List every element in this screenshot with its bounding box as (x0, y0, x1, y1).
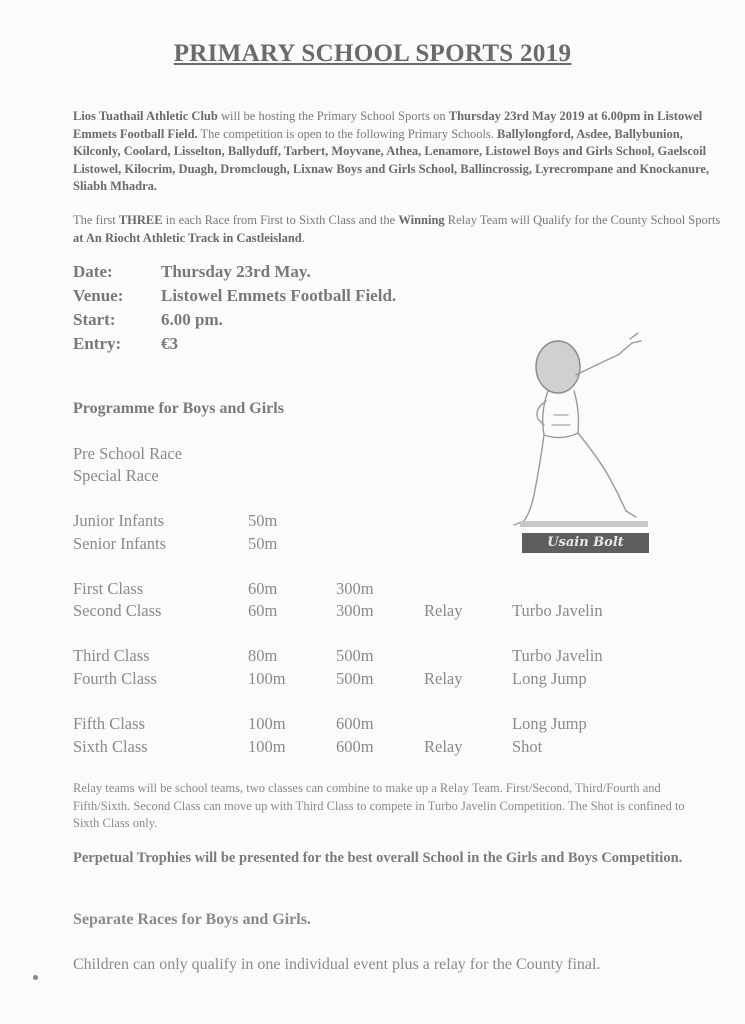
info-label: Entry: (73, 334, 122, 353)
qualification-rule: Children can only qualify in one individual event plus a relay for the County final. (73, 956, 601, 973)
paper-speck (33, 975, 38, 980)
race-class: Pre School Race (73, 444, 183, 463)
intro-text-2: The competition is open to the following Primary Schools. (197, 126, 498, 141)
race-distance: 80m (248, 646, 278, 665)
intro-text-1: will be hosting the Primary School Sports on (217, 109, 449, 123)
race-distance: 50m (248, 534, 278, 553)
race-relay: Relay (424, 601, 463, 620)
separate-races-notice: Separate Races for Boys and Girls. (73, 911, 311, 928)
info-value: Listowel Emmets Football Field. (161, 286, 397, 305)
race-distance: 100m (248, 737, 286, 756)
race-distance: 100m (248, 714, 286, 733)
info-row-venue (73, 286, 396, 310)
info-value: €3 (161, 334, 178, 353)
race-class: Fifth Class (73, 714, 145, 733)
race-class: Special Race (73, 466, 159, 485)
race-class: Second Class (73, 601, 162, 620)
race-field-event: Turbo Javelin (512, 646, 603, 665)
info-label: Start: (73, 310, 116, 329)
qualify-text-1: The first (73, 213, 119, 227)
qualify-three: THREE (118, 213, 163, 227)
nameplate: Usain Bolt (522, 533, 649, 553)
info-value: 6.00 pm. (161, 310, 223, 329)
qualify-text-3: Relay Team will Qualify for the County School Sports (444, 213, 721, 227)
relay-note: Relay teams will be school teams, two classes can combine to make up a Relay Team. First/Second, Third/Fourth and Fifth/Sixth. Second Class can move up with Third Class to compete in Turbo Javelin Competition. The Shot is confined to Sixth Class only. (73, 781, 685, 831)
race-field-event: Long Jump (512, 669, 587, 688)
race-class: Junior Infants (73, 511, 165, 530)
event-info (73, 262, 396, 358)
intro-date-time: Thursday 23rd May 2019 at 6.00pm in Listowel Emmets Football Field. (73, 109, 703, 141)
info-label: Venue: (73, 286, 124, 305)
qualify-venue: at An Riocht Athletic Track in Castleisland (73, 230, 302, 245)
race-distance: 50m (248, 511, 278, 530)
info-value: Thursday 23rd May. (161, 262, 311, 281)
trophies-notice: Perpetual Trophies will be presented for the best overall School in the Girls and Boys Competition. (73, 850, 683, 866)
race-class: Third Class (73, 646, 150, 665)
intro-paragraph (73, 108, 713, 196)
race-field-event: Turbo Javelin (512, 601, 603, 620)
info-row-start (73, 310, 396, 334)
qualify-paragraph (73, 212, 723, 247)
page-title: PRIMARY SCHOOL SPORTS 2019 (173, 40, 572, 67)
race-relay: Relay (424, 737, 463, 756)
race-distance-2: 500m (336, 669, 374, 688)
race-distance: 100m (248, 669, 286, 688)
info-row-date (73, 262, 396, 286)
race-distance-2: 600m (336, 714, 374, 733)
race-relay: Relay (424, 669, 463, 688)
qualify-text-4: . (301, 230, 305, 245)
race-class: Senior Infants (73, 534, 167, 553)
race-distance-2: 300m (336, 579, 374, 598)
club-name: Lios Tuathail Athletic Club (73, 109, 218, 123)
programme-heading: Programme for Boys and Girls (73, 400, 284, 417)
race-distance-2: 500m (336, 646, 374, 665)
race-distance-2: 300m (336, 601, 374, 620)
info-label: Date: (73, 262, 113, 281)
info-row-entry (73, 334, 396, 358)
school-list: Ballylongford, Asdee, Ballybunion, Kilconly, Coolard, Lisselton, Ballyduff, Tarbert, Moyvane, Athea, Lenamore, Listowel Boys and Girls School, Gaelscoil Listowel, Kilocrim, Duagh, Dromclough, Lixnaw Boys and Girls School, Ballincrossig, Lyrecrompane and Knockanure, Sliabh Mhadra. (73, 126, 710, 194)
race-field-event: Shot (512, 737, 543, 756)
qualify-text-2: in each Race from First to Sixth Class and the (162, 213, 399, 227)
qualify-winning: Winning (398, 213, 445, 227)
race-distance-2: 600m (336, 737, 374, 756)
race-field-event: Long Jump (512, 714, 587, 733)
race-distance: 60m (248, 579, 278, 598)
usain-bolt-caricature (500, 325, 660, 555)
race-class: First Class (73, 579, 144, 598)
race-class: Fourth Class (73, 669, 157, 688)
race-class: Sixth Class (73, 737, 148, 756)
race-distance: 60m (248, 601, 278, 620)
